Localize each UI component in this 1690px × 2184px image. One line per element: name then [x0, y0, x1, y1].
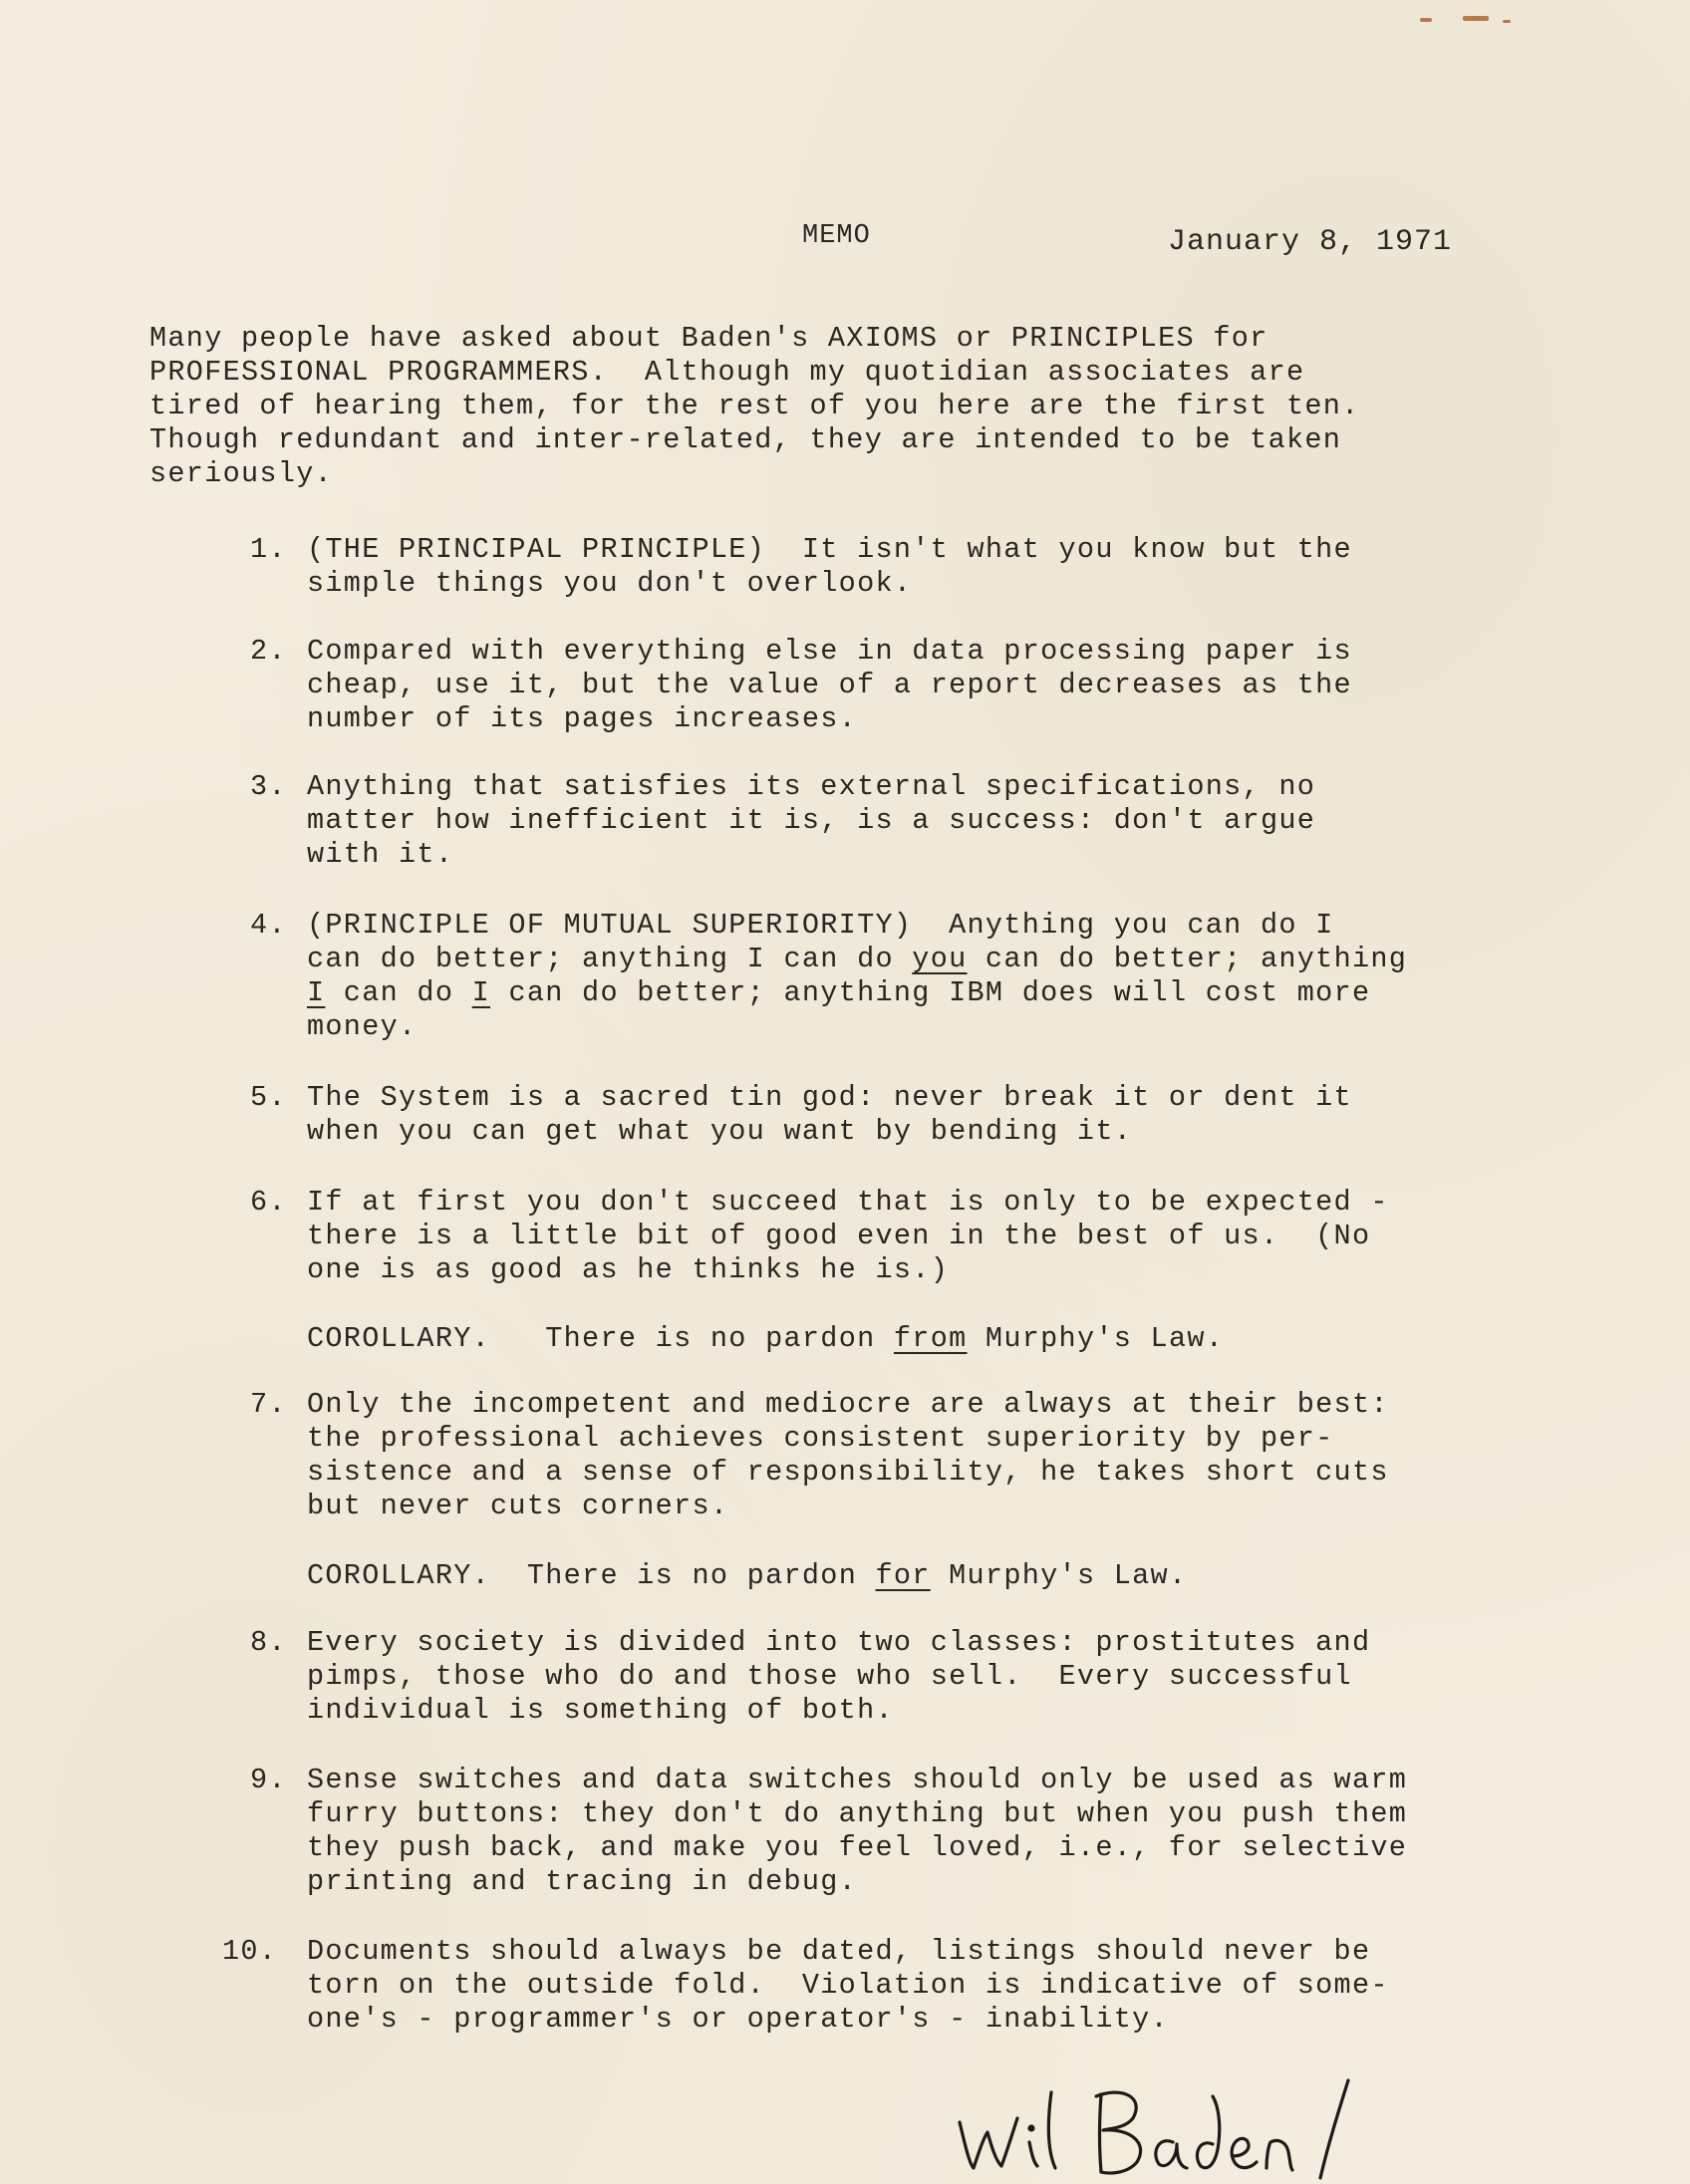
principle-line: they push back, and make you feel loved, i.e., for selective [307, 1831, 1408, 1864]
principle-line: (THE PRINCIPAL PRINCIPLE) It isn't what you know but the [307, 533, 1352, 566]
principle-number: 8. [250, 1626, 287, 1659]
intro-line: PROFESSIONAL PROGRAMMERS. Although my quotidian associates are [149, 356, 1305, 389]
principle-line: number of its pages increases. [307, 702, 858, 735]
principle-line: Compared with everything else in data processing paper is [307, 635, 1352, 668]
paper-stain [1463, 16, 1489, 21]
principle-line: Documents should always be dated, listings should never be [307, 1935, 1371, 1968]
corollary-label: COROLLARY. [307, 1559, 491, 1592]
memo-title: MEMO [802, 221, 871, 251]
principle-text [307, 1388, 1389, 1523]
principle-line: the professional achieves consistent superiority by per- [307, 1422, 1334, 1455]
corollary-from [307, 1322, 1224, 1355]
text-segment: Murphy's Law. [930, 1559, 1188, 1592]
principle-line: torn on the outside fold. Violation is indicative of some- [307, 1969, 1389, 2002]
principle-line: individual is something of both. [307, 1694, 894, 1727]
principle-line: matter how inefficient it is, is a success: don't argue [307, 804, 1316, 837]
corollary-label: COROLLARY. [307, 1322, 491, 1355]
text-segment: There is no pardon [545, 1322, 894, 1355]
principle-text [307, 1764, 1407, 1899]
principle-line: but never cuts corners. [307, 1490, 729, 1522]
memo-date: January 8, 1971 [1168, 225, 1453, 259]
principle-line: with it. [307, 838, 454, 871]
intro-paragraph [149, 322, 1525, 491]
text-segment: Murphy's Law. [967, 1322, 1225, 1355]
principle-number: 4. [250, 909, 287, 942]
principle-line: Only the incompetent and mediocre are always at their best: [307, 1388, 1389, 1421]
underlined-word: I [307, 976, 326, 1009]
text-segment: can do better; anything I can do [307, 943, 913, 975]
principle-text [307, 909, 1407, 1044]
principle-number: 1. [250, 533, 287, 566]
principle-line: simple things you don't overlook. [307, 567, 913, 600]
principle-line: sistence and a sense of responsibility, he takes short cuts [307, 1456, 1389, 1489]
principle-text [307, 770, 1315, 872]
principle-line: Anything that satisfies its external specifications, no [307, 770, 1316, 803]
underlined-word: from [893, 1322, 968, 1355]
principle-number: 2. [250, 635, 287, 668]
underlined-word: I [471, 976, 491, 1009]
principle-number: 5. [250, 1081, 287, 1114]
principle-line: one is as good as he thinks he is.) [307, 1253, 950, 1286]
principle-text [307, 635, 1352, 736]
principle-text [307, 1626, 1370, 1728]
intro-line: Though redundant and inter-related, they are intended to be taken [149, 423, 1342, 456]
principle-number: 3. [250, 770, 287, 803]
intro-line: Many people have asked about Baden's AXIOMS or PRINCIPLES for [149, 322, 1268, 355]
principle-line: Every society is divided into two classes: prostitutes and [307, 1626, 1371, 1659]
text-segment: can do [325, 976, 472, 1009]
principle-line: pimps, those who do and those who sell. Every successful [307, 1660, 1352, 1693]
intro-line: seriously. [149, 457, 334, 490]
principle-line: If at first you don't succeed that is only to be expected - [307, 1186, 1389, 1219]
corollary-for [307, 1559, 1187, 1592]
handwritten-signature [952, 2072, 1390, 2182]
principle-text [307, 1935, 1389, 2037]
principle-line: one's - programmer's or operator's - inability. [307, 2003, 1169, 2036]
principle-number: 6. [250, 1186, 287, 1219]
principle-number: 9. [250, 1764, 287, 1796]
principle-line: The System is a sacred tin god: never break it or dent it [307, 1081, 1352, 1114]
principle-line: money. [307, 1010, 418, 1043]
principle-line: furry buttons: they don't do anything but when you push them [307, 1797, 1408, 1830]
principle-text [307, 1081, 1352, 1149]
paper-stain [1420, 18, 1432, 22]
paper-stain [1503, 20, 1511, 23]
principle-line [307, 976, 1407, 1010]
principle-text [307, 1186, 1389, 1287]
underlined-word: you [912, 943, 968, 975]
principle-line: there is a little bit of good even in the best of us. (No [307, 1220, 1371, 1252]
principle-number: 10. [222, 1935, 278, 1968]
principle-line [307, 943, 1407, 976]
principle-number: 7. [250, 1388, 287, 1421]
principle-line: Sense switches and data switches should only be used as warm [307, 1764, 1408, 1796]
text-segment: can do better; anything IBM does will cost more [490, 976, 1371, 1009]
principle-line: (PRINCIPLE OF MUTUAL SUPERIORITY) Anything you can do I [307, 909, 1334, 942]
text-segment: There is no pardon [526, 1559, 876, 1592]
principle-line: cheap, use it, but the value of a report decreases as the [307, 669, 1352, 701]
underlined-word: for [875, 1559, 931, 1592]
intro-line: tired of hearing them, for the rest of you here are the first ten. [149, 390, 1360, 422]
principle-text [307, 533, 1352, 601]
principle-line: printing and tracing in debug. [307, 1865, 858, 1898]
text-segment: can do better; anything [967, 943, 1408, 975]
principle-line: when you can get what you want by bending it. [307, 1115, 1133, 1148]
